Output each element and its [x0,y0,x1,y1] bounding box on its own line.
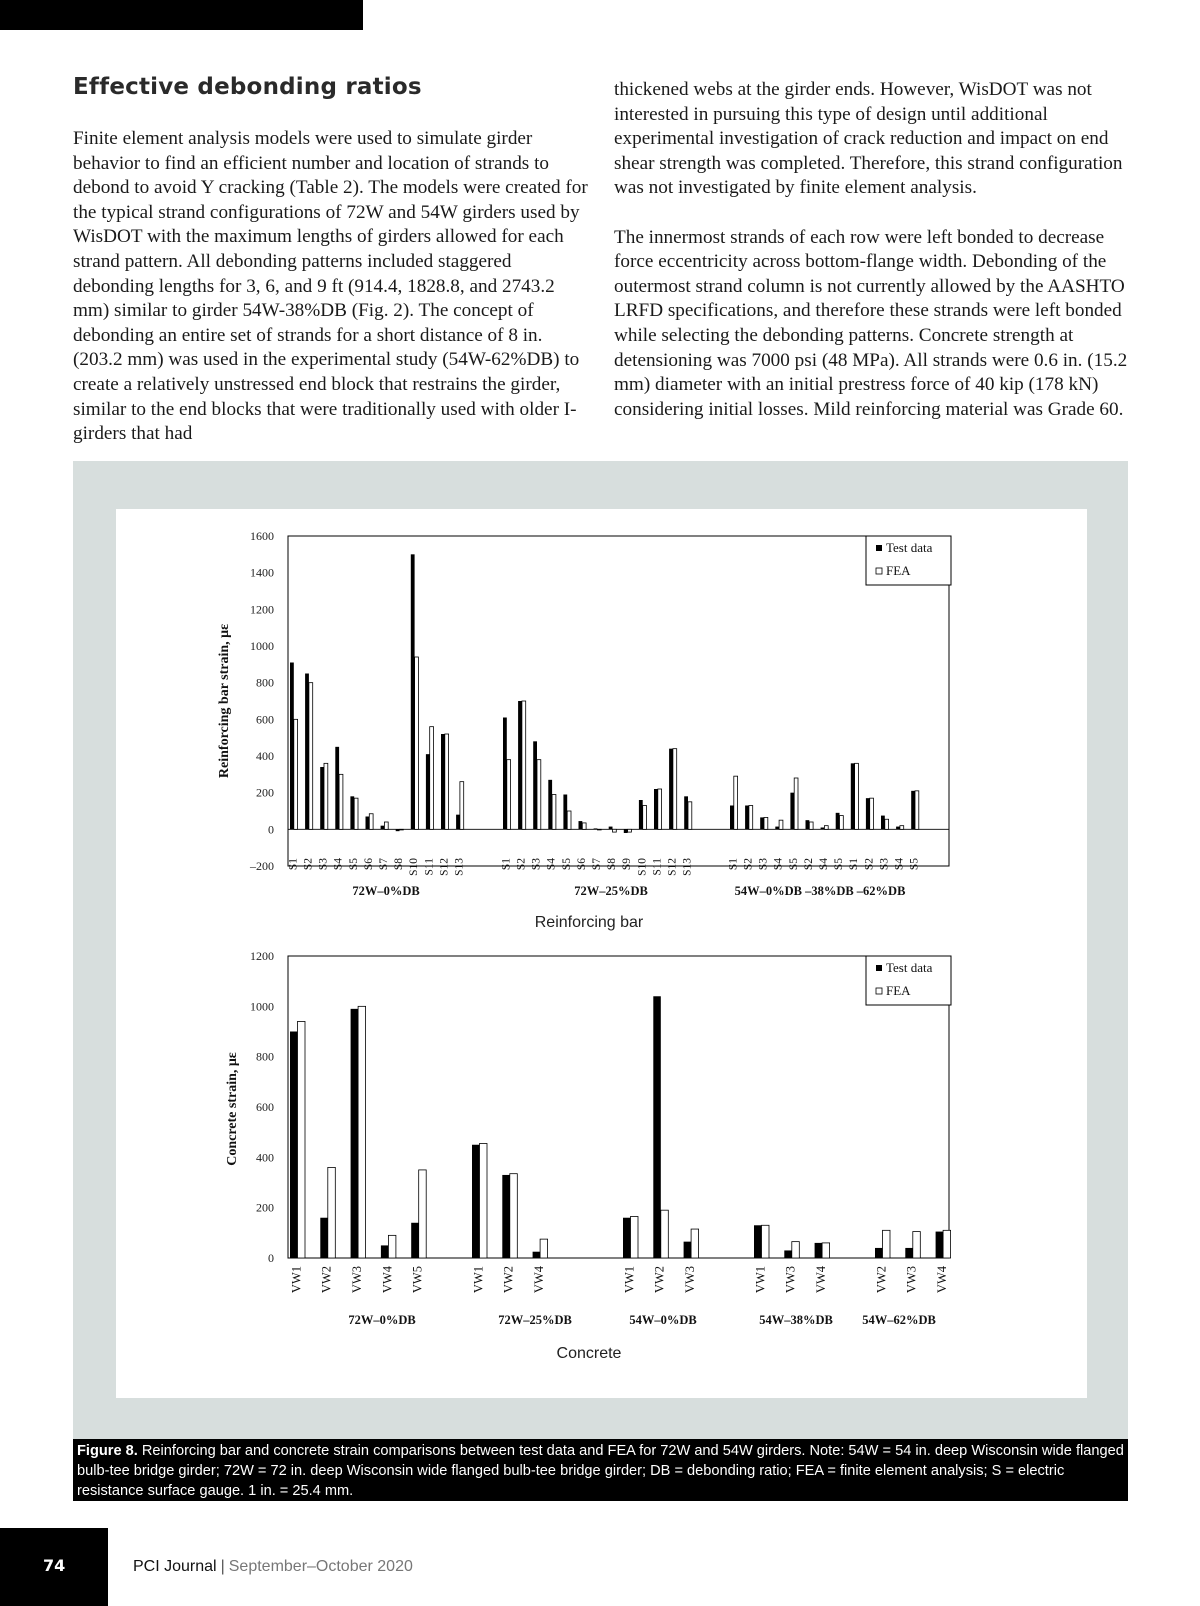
chart-2-category-label: VW3 [682,1266,697,1294]
chart-1-bar-test-s10 [411,554,415,829]
chart-1-category-label: S11 [423,858,436,876]
chart-1-bar-test-s5 [911,791,915,830]
chart-1-category-label: S4 [332,858,345,871]
chart-1-bar-test-s9 [624,829,628,833]
chart-2-bar-fea-vw2 [328,1167,336,1258]
chart-1-bar-fea-s5 [840,816,844,830]
chart-2-bar-test-vw1 [472,1145,480,1258]
chart-1-category-label: S2 [802,858,815,871]
chart-2-category-label: VW1 [622,1266,637,1294]
section-heading: Effective debonding ratios [73,74,422,100]
page-number: 74 [43,1556,66,1575]
chart-2-bar-fea-vw3 [792,1242,800,1258]
chart-1-bar-test-s1 [730,806,734,830]
chart-1-bar-fea-s4 [339,774,343,829]
chart-2-y-tick-label: 400 [256,1150,274,1165]
chart-2-y-tick-label: 600 [256,1100,274,1114]
issue-date: September–October 2020 [228,1558,413,1575]
chart-2-category-label: VW4 [934,1266,949,1294]
chart-2-bar-test-vw1 [290,1032,298,1259]
chart-2-plot-frame [288,956,949,1258]
chart-1-bar-test-s6 [366,817,370,830]
chart-1-y-tick-label: 1400 [250,565,274,580]
chart-1-bar-test-s4 [896,827,900,830]
chart-1-category-label: S5 [347,858,360,871]
chart-1-category-label: S13 [681,858,694,876]
chart-1-category-label: S1 [500,858,513,871]
chart-2-bar-test-vw2 [320,1218,328,1258]
chart-2-group-label: 72W–0%DB [348,1313,416,1327]
chart-1-bar-fea-s8 [613,829,617,832]
figure-8-charts [116,509,1087,1398]
chart-1-bar-fea-s7 [384,822,388,829]
chart-1-bar-fea-s5 [915,791,919,830]
chart-1-category-label: S4 [772,858,785,871]
running-footer [133,1558,413,1576]
chart-1-bar-test-s8 [396,829,400,831]
chart-2-y-tick-label: 200 [256,1200,274,1215]
chart-1-bar-fea-s1 [855,763,859,829]
chart-2-category-label: VW5 [410,1266,425,1294]
footer-separator: | [220,1558,225,1575]
chart-1-bar-test-s1 [290,663,294,830]
chart-1-category-label: S6 [362,858,375,871]
chart-1-bar-fea-s3 [324,763,328,829]
chart-1-bar-fea-s2 [749,806,753,830]
chart-1-bar-fea-s13 [460,782,464,830]
chart-1-legend-test-label: Test data [886,540,933,555]
chart-2-category-label: VW3 [349,1266,364,1294]
chart-1-bar-fea-s11 [430,727,434,830]
left-column [73,127,593,447]
chart-1-category-label: S4 [545,858,558,871]
chart-2-group-label: 72W–25%DB [498,1313,572,1327]
chart-1-legend-fea-label: FEA [886,563,911,578]
chart-2-category-label: VW1 [289,1266,304,1294]
chart-1-y-tick-label: 400 [256,749,274,763]
chart-1-bar-test-s2 [806,820,810,829]
journal-name: PCI Journal [133,1558,217,1575]
chart-1-bar-test-s7 [594,828,598,829]
chart-1-bar-test-s5 [790,793,794,830]
caption-text: Reinforcing bar and concrete strain comparisons between test data and FEA for 72W and 54W girders. Note: 54W = 54 in. deep Wisconsin wide flanged bulb-tee bridge girder; 72W = 72 in. deep Wisconsin wide flanged bulb-tee bridge girder; DB = debonding ratio; FEA = finite element analysis; S = electric resistance surface gauge. 1 in. = 25.4 mm. [77,1443,1124,1499]
chart-1-bar-test-s4 [821,828,825,830]
chart-2-category-label: VW4 [531,1266,546,1294]
chart-1-category-label: S2 [515,858,528,871]
chart-1-y-tick-label: 1000 [250,639,274,653]
chart-2-bar-test-vw2 [653,996,661,1258]
chart-1-bar-test-s12 [669,749,673,830]
chart-1-bar-test-s3 [320,767,324,829]
chart-2-bar-fea-vw4 [822,1243,830,1258]
chart-2-legend-swatch-fea [876,988,882,994]
chart-1-category-label: S1 [287,858,300,871]
chart-1-category-label: S10 [408,858,421,876]
chart-1-category-label: S8 [606,858,619,871]
chart-2-bar-fea-vw2 [661,1210,669,1258]
chart-1-category-label: S5 [908,858,921,871]
chart-2-category-label: VW2 [319,1266,334,1294]
chart-2-category-label: VW3 [904,1266,919,1294]
figure-panel [73,461,1128,1439]
chart-2-bar-fea-vw3 [358,1006,366,1258]
chart-1-category-label: S12 [666,858,679,876]
figure-caption [73,1439,1128,1501]
chart-1-bar-test-s13 [684,796,688,829]
chart-2-bar-test-vw2 [502,1175,510,1258]
chart-1-legend-swatch-fea [876,568,882,574]
chart-1-category-label: S10 [636,858,649,876]
chart-1-category-label: S12 [438,858,451,876]
chart-2-bar-fea-vw2 [883,1230,891,1258]
chart-2-bar-fea-vw4 [540,1239,548,1258]
chart-1-bar-fea-s4 [779,820,783,829]
chart-1-category-label: S1 [727,858,740,871]
chart-1-bar-test-s3 [533,741,537,829]
chart-1-y-tick-label: 200 [256,785,274,800]
chart-1-y-tick-label: 600 [256,712,274,727]
chart-2-category-label: VW4 [380,1266,395,1294]
chart-2-bar-test-vw3 [684,1242,692,1258]
chart-1-bar-fea-s6 [369,814,373,830]
chart-1-bar-fea-s1 [294,719,298,829]
chart-1-bar-test-s12 [441,734,445,829]
chart-2-bar-test-vw2 [875,1248,883,1258]
chart-2-y-tick-label: 0 [268,1251,274,1265]
chart-2-y-tick-label: 800 [256,1049,274,1064]
chart-1-bar-fea-s13 [688,802,692,830]
chart-1-category-label: S3 [878,858,891,871]
chart-1-bar-test-s1 [851,763,855,829]
chart-1-category-label: S5 [560,858,573,871]
chart-1-bar-test-s5 [836,813,840,830]
chart-1-plot-frame [288,536,949,866]
chart-2-bar-test-vw4 [533,1252,541,1258]
chart-2-bar-test-vw4 [936,1232,944,1258]
chart-2-group-label: 54W–0%DB [629,1313,697,1327]
chart-1-bar-fea-s1 [507,760,511,830]
chart-1-bar-test-s10 [639,800,643,829]
chart-1-category-label: S7 [591,858,604,871]
chart-2-bar-fea-vw1 [762,1225,770,1258]
chart-2-bar-fea-vw2 [510,1174,518,1258]
chart-1-category-label: S3 [530,858,543,871]
chart-2-y-tick-label: 1200 [250,949,274,963]
chart-1-category-label: S3 [757,858,770,871]
chart-1-y-tick-label: 1200 [250,602,274,617]
chart-1-bar-test-s2 [745,806,749,830]
chart-1-bar-fea-s4 [824,826,828,830]
chart-1-bar-fea-s5 [354,798,358,829]
chart-1-category-label: S5 [787,858,800,871]
chart-1-bar-fea-s12 [445,734,449,829]
chart-1-bar-fea-s10 [643,806,647,830]
chart-1-group-label: 72W–0%DB [352,884,420,898]
chart-2-bar-test-vw5 [411,1223,419,1258]
chart-1-category-label: S6 [575,858,588,871]
chart-1-y-tick-label: 800 [256,675,274,690]
chart-1-category-label: S7 [378,858,391,871]
chart-1-bar-test-s4 [775,827,779,830]
right-column [614,78,1134,422]
chart-1-bar-fea-s9 [628,829,632,832]
chart-2-bar-test-vw4 [381,1245,389,1258]
chart-1-bar-fea-s11 [658,789,662,829]
chart-2-category-label: VW2 [652,1266,667,1294]
chart-1-category-label: S5 [833,858,846,871]
chart-2-category-label: VW4 [813,1266,828,1294]
chart-1-category-label: S1 [848,858,861,871]
chart-1-category-label: S4 [893,858,906,871]
chart-2-bar-fea-vw1 [631,1216,639,1258]
chart-1-bar-test-s2 [866,798,870,829]
chart-1-category-label: S4 [818,858,831,871]
chart-1-category-label: S11 [651,858,664,876]
chart-1-bar-fea-s10 [415,657,419,829]
chart-1-title: Reinforcing bar [534,914,644,931]
chart-1-bar-fea-s12 [673,749,677,830]
top-black-bar [0,0,363,30]
chart-1-bar-fea-s4 [552,795,556,830]
chart-1-y-tick-label: –200 [250,859,274,873]
chart-2-bar-fea-vw4 [943,1230,951,1258]
chart-2-title: Concrete [556,1345,622,1362]
chart-1-category-label: S13 [453,858,466,876]
chart-1-bar-test-s4 [548,780,552,830]
chart-1-bar-fea-s2 [870,798,874,829]
chart-1-bar-test-s1 [503,718,507,830]
chart-1-bar-test-s4 [335,747,339,830]
chart-1-group-label: 72W–25%DB [574,884,648,898]
chart-2-category-label: VW1 [753,1266,768,1294]
chart-1-bar-fea-s8 [400,829,404,830]
chart-2-y-tick-label: 1000 [250,999,274,1014]
chart-2-legend-swatch-test [876,965,882,971]
right-paragraph-2: The innermost strands of each row were left bonded to decrease force eccentricity across bottom-flange width. Debonding of the outermost strand column is not currently allowed by the AASHTO LRFD specifications, and therefore these strands were left bonded while selecting the debonding patterns. Concrete strength at detensioning was 7000 psi (48 MPa). All strands were 0.6 in. (15.2 mm) diameter with an initial prestress force of 40 kip (178 kN) considering initial losses. Mild reinforcing material was Grade 60. [614,226,1128,420]
chart-2-bar-fea-vw1 [298,1021,306,1258]
chart-1-bar-fea-s4 [900,826,904,830]
figure-inner [116,509,1087,1398]
chart-1-bar-test-s6 [579,821,583,829]
chart-2-bar-test-vw3 [351,1009,359,1258]
chart-2-bar-test-vw4 [815,1243,823,1258]
chart-1-bar-test-s2 [518,701,522,829]
chart-2-group-label: 54W–62%DB [862,1313,936,1327]
chart-1-bar-fea-s2 [809,822,813,829]
chart-1-bar-test-s5 [350,796,354,829]
chart-2-category-label: VW1 [471,1266,486,1294]
chart-1-bar-test-s13 [456,815,460,830]
chart-2-category-label: VW2 [501,1266,516,1294]
chart-1-category-label: S2 [742,858,755,871]
chart-2-group-label: 54W–38%DB [759,1313,833,1327]
chart-1-bar-test-s7 [381,826,385,830]
chart-1-category-label: S2 [302,858,315,871]
chart-1-bar-test-s3 [881,816,885,830]
chart-1-bar-test-s11 [654,789,658,829]
chart-2-legend-fea-label: FEA [886,983,911,998]
chart-2-bar-test-vw1 [623,1218,631,1258]
chart-1-bar-fea-s6 [582,823,586,829]
chart-1-y-axis-label: Reinforcing bar strain, με [217,623,232,779]
caption-label: Figure 8. [77,1443,138,1459]
chart-1-bar-fea-s5 [567,811,571,829]
chart-1-category-label: S9 [621,858,634,871]
chart-1-y-tick-label: 1600 [250,529,274,543]
chart-1-category-label: S3 [317,858,330,871]
chart-1-bar-fea-s1 [734,776,738,829]
chart-2-bar-fea-vw1 [480,1143,488,1258]
chart-2-bar-test-vw3 [784,1250,792,1258]
chart-1-bar-test-s11 [426,754,430,829]
chart-1-bar-fea-s7 [597,829,601,830]
right-paragraph-1: thickened webs at the girder ends. However, WisDOT was not interested in pursuing this type of design until additional experimental investigation of crack reduction and impact on end shear strength was completed. Therefore, this strand configuration was not investigated by finite element analysis. [614,79,1123,199]
chart-1-bar-fea-s3 [764,817,768,829]
chart-1-bar-test-s8 [609,827,613,830]
chart-2-bar-fea-vw5 [419,1170,427,1258]
chart-2-bar-test-vw1 [754,1225,762,1258]
chart-2-legend-test-label: Test data [886,960,933,975]
chart-2-category-label: VW2 [874,1266,889,1294]
chart-1-bar-fea-s3 [537,760,541,830]
chart-1-bar-fea-s5 [794,778,798,829]
chart-1-bar-test-s2 [305,674,309,830]
chart-1-category-label: S2 [863,858,876,871]
chart-2-category-label: VW3 [783,1266,798,1294]
chart-1-y-tick-label: 0 [268,822,274,837]
chart-1-bar-test-s3 [760,817,764,829]
left-paragraph-1: Finite element analysis models were used to simulate girder behavior to find an efficient number and location of strands to debond to avoid Y cracking (Table 2). The models were created for the typical strand configurations of 72W and 54W girders used by WisDOT with the maximum lengths of girders allowed for each strand pattern. All debonding patterns included staggered debonding lengths for 3, 6, and 9 ft (914.4, 1828.8, and 2743.2 mm) similar to girder 54W-38%DB (Fig. 2). The concept of debonding an entire set of strands for a short distance of 8 in. (203.2 mm) was used in the experimental study (54W-62%DB) to create a relatively unstressed end block that restrains the girder, similar to the end blocks that were traditionally used with older I-girders that had [73,128,588,445]
chart-2-bar-fea-vw3 [691,1229,699,1258]
chart-1-category-label: S8 [393,858,406,871]
chart-1-legend-swatch-test [876,545,882,551]
chart-2-y-axis-label: Concrete strain, με [225,1052,240,1166]
chart-1-bar-fea-s2 [309,683,313,830]
chart-1-bar-fea-s2 [522,701,526,829]
chart-2-bar-test-vw3 [905,1248,913,1258]
chart-1-group-label: 54W–0%DB –38%DB –62%DB [734,884,906,898]
chart-2-bar-fea-vw4 [388,1235,396,1258]
chart-1-bar-test-s5 [563,795,567,830]
chart-1-bar-fea-s3 [885,819,889,829]
chart-2-bar-fea-vw3 [913,1232,921,1258]
